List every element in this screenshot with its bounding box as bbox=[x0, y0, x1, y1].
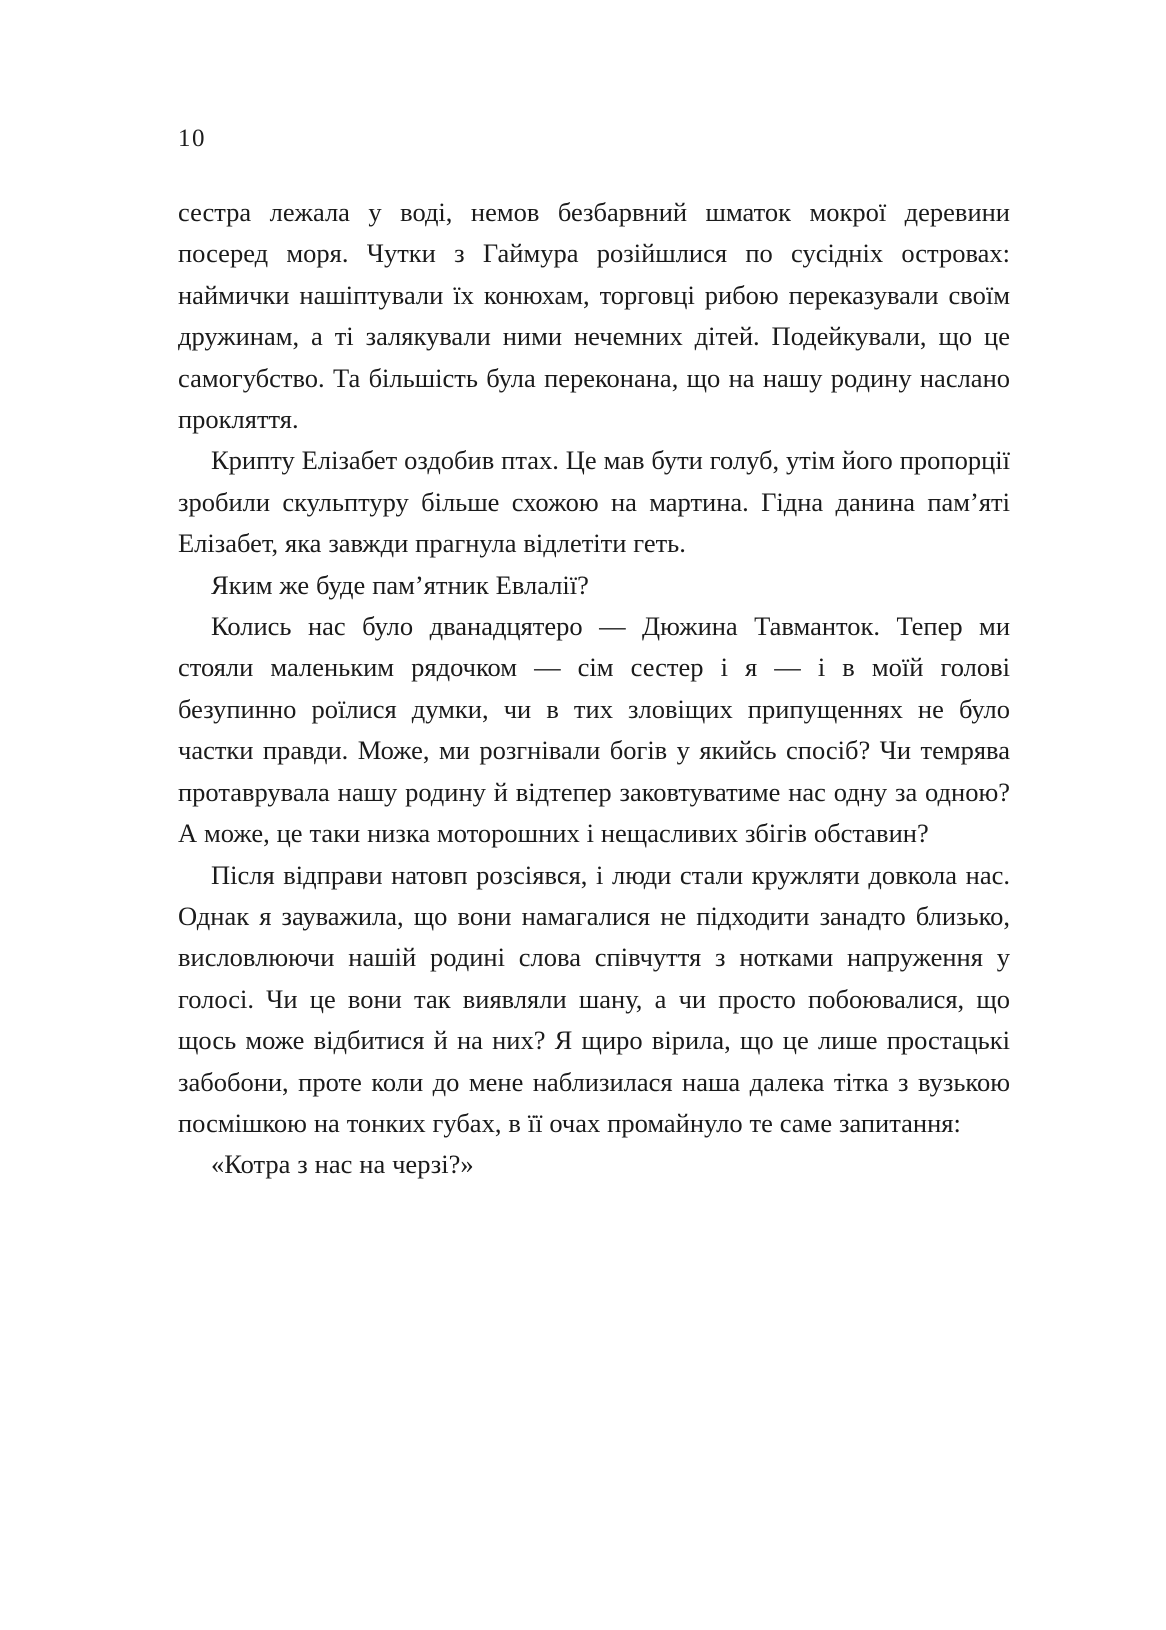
paragraph: Колись нас було дванадцятеро — Дюжина Тавманток. Тепер ми стояли маленьким рядочком — сім сестер і я — і в моїй голові безупинно роїлися думки, чи в тих зловіщих припущеннях не було частки правди. Може, ми розгнівали богів у якийсь спосіб? Чи темрява протаврувала нашу родину й відтепер заковтуватиме нас одну за одною? А може, це таки низка моторошних і нещасливих збігів обставин? bbox=[178, 611, 1010, 849]
body-text-block bbox=[178, 192, 1010, 1186]
paragraph: Яким же буде пам’ятник Евлалії? bbox=[211, 569, 589, 600]
paragraph: «Котра з нас на черзі?» bbox=[211, 1149, 474, 1180]
page-number: 10 bbox=[178, 125, 206, 152]
paragraph: Після відправи натовп розсіявся, і люди стали кружляти довкола нас. Однак я зауважила, що вони намагалися не підходити занадто близько, висловлюючи нашій родині слова співчуття з нотками напруження у голосі. Чи це вони так виявляли шану, а чи просто побоювалися, що щось може відбитися й на них? Я щиро вірила, що це лише простацькі забобони, проте коли до мене наблизилася наша далека тітка з вузькою посмішкою на тонких губах, в її очах промайнуло те саме запитання: bbox=[178, 859, 1010, 1138]
paragraph: сестра лежала у воді, немов безбарвний шматок мокрої деревини посеред моря. Чутки з Гаймура розійшлися по сусідніх островах: наймички нашіптували їх конюхам, торговці рибою переказували своїм дружинам, а ті залякували ними нечемних дітей. Подейкували, що це самогубство. Та більшість була переконана, що на нашу родину наслано прокляття. bbox=[178, 197, 1010, 435]
paragraph: Крипту Елізабет оздобив птах. Це мав бути голуб, утім його пропорції зробили скульптуру більше схожою на мартина. Гідна данина пам’яті Елізабет, яка завжди прагнула відлетіти геть. bbox=[178, 445, 1010, 559]
